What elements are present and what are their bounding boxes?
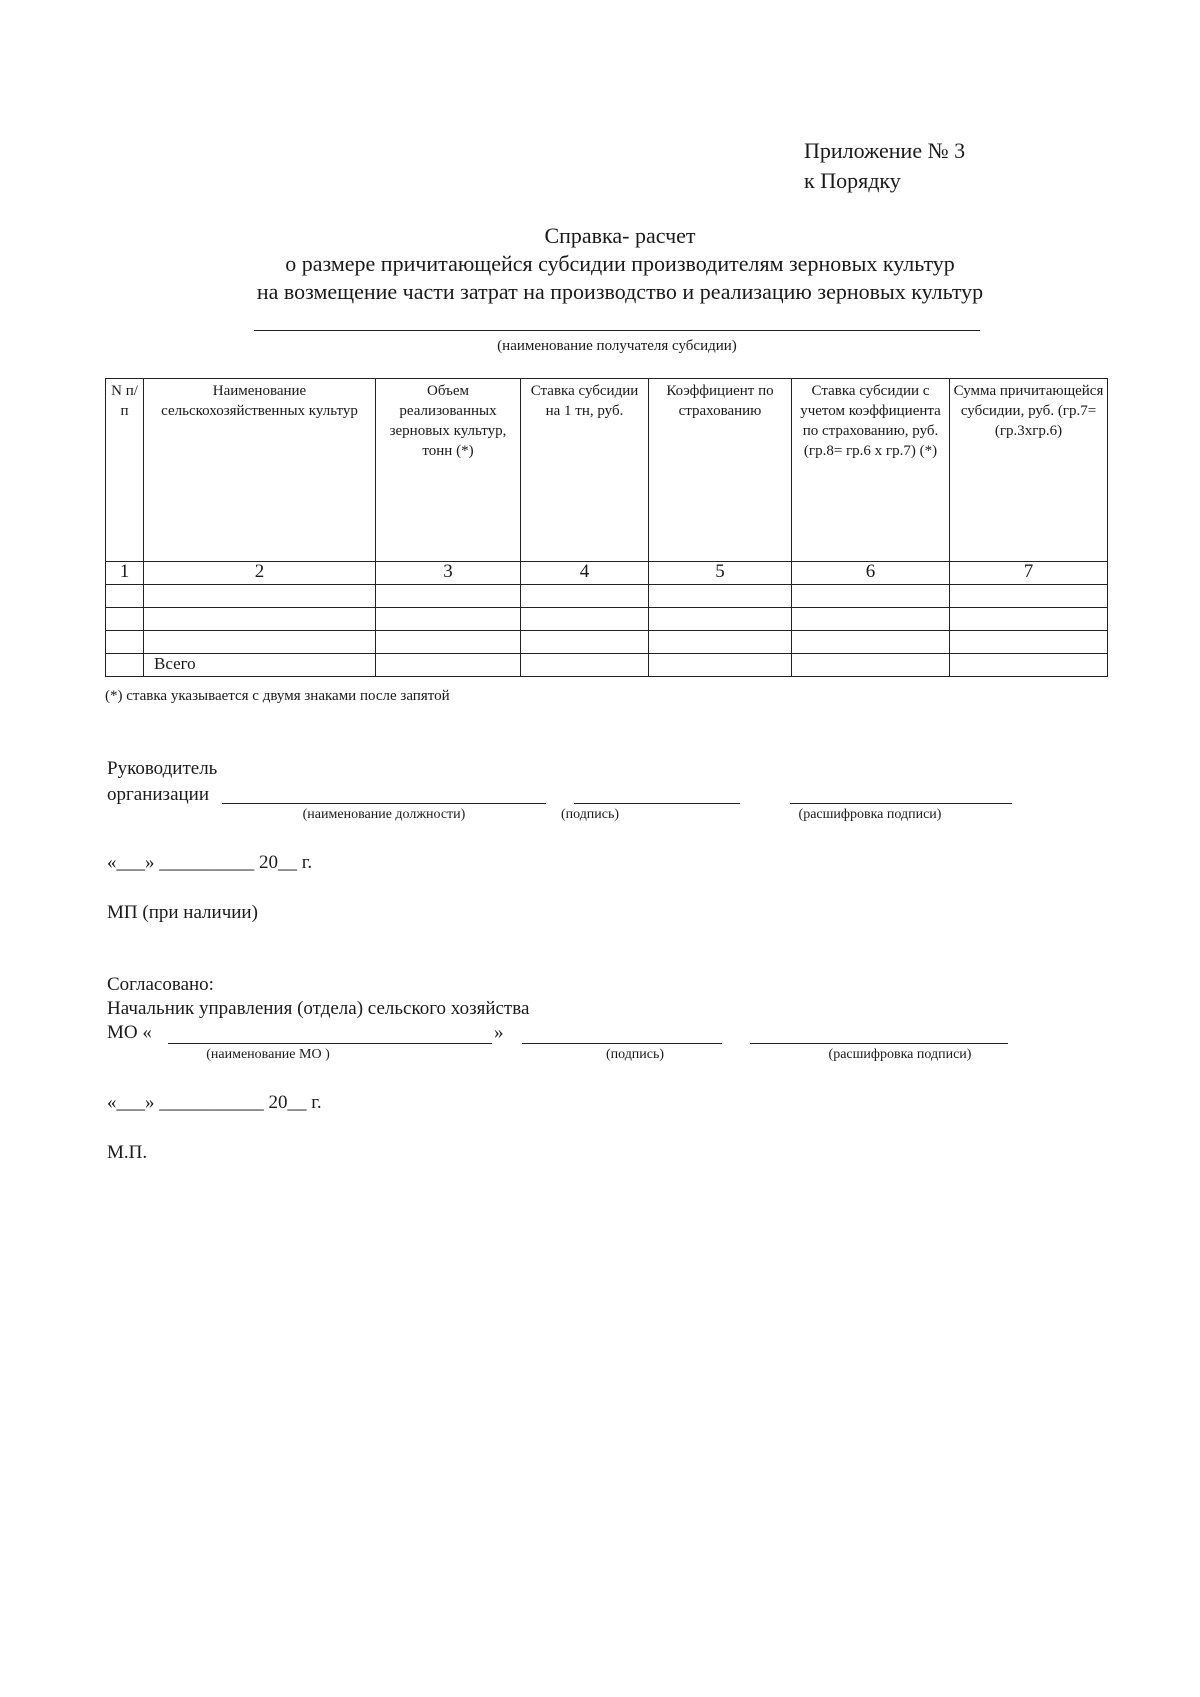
table-header-row bbox=[106, 379, 1108, 562]
table-cell[interactable] bbox=[106, 585, 144, 608]
number-cell: 1 bbox=[106, 562, 144, 585]
table-total-row bbox=[106, 654, 1108, 677]
appendix-reference: к Порядку bbox=[804, 168, 901, 193]
number-cell: 6 bbox=[792, 562, 950, 585]
table-cell[interactable] bbox=[950, 654, 1108, 677]
recipient-name-line[interactable] bbox=[254, 330, 980, 331]
table-cell[interactable] bbox=[950, 585, 1108, 608]
header-cell: Сумма причитающейся субсидии, руб. (гр.7= (гр.3хгр.6) bbox=[950, 379, 1108, 562]
table-cell[interactable] bbox=[521, 585, 649, 608]
table-cell[interactable] bbox=[649, 585, 792, 608]
table-row bbox=[106, 608, 1108, 631]
approval-signature-line[interactable] bbox=[522, 1043, 722, 1044]
number-cell: 4 bbox=[521, 562, 649, 585]
table-cell[interactable] bbox=[792, 631, 950, 654]
chief-title: Начальник управления (отдела) сельского хозяйства bbox=[107, 998, 530, 1019]
position-caption: (наименование должности) bbox=[302, 807, 466, 822]
number-cell: 5 bbox=[649, 562, 792, 585]
header-cell: Ставка субсидии на 1 тн, руб. bbox=[521, 379, 649, 562]
table-cell[interactable] bbox=[144, 631, 376, 654]
doc-title-line2: о размере причитающейся субсидии производителям зерновых культур bbox=[285, 251, 955, 276]
table-cell[interactable] bbox=[144, 585, 376, 608]
head-title-line2: организации bbox=[107, 784, 210, 805]
subsidy-table bbox=[105, 378, 1108, 677]
table-cell[interactable] bbox=[106, 654, 144, 677]
decoding-line[interactable] bbox=[790, 803, 1012, 804]
signature-line[interactable] bbox=[574, 803, 740, 804]
recipient-caption: (наименование получателя субсидии) bbox=[497, 338, 737, 354]
table-cell[interactable] bbox=[376, 631, 521, 654]
decoding-caption: (расшифровка подписи) bbox=[798, 807, 942, 822]
position-line[interactable] bbox=[222, 803, 546, 804]
header-cell: Объем реализованных зерновых культур, тонн (*) bbox=[376, 379, 521, 562]
header-cell: Коэффициент по страхованию bbox=[649, 379, 792, 562]
header-cell: N п/ п bbox=[106, 379, 144, 562]
table-cell[interactable] bbox=[144, 608, 376, 631]
table-cell[interactable] bbox=[106, 608, 144, 631]
footnote: (*) ставка указывается с двумя знаками после запятой bbox=[105, 688, 450, 704]
table-cell[interactable] bbox=[106, 631, 144, 654]
table-cell[interactable] bbox=[792, 608, 950, 631]
table-cell[interactable] bbox=[521, 654, 649, 677]
table-cell[interactable] bbox=[950, 631, 1108, 654]
head-title-line1: Руководитель bbox=[107, 758, 218, 779]
table-cell[interactable] bbox=[649, 654, 792, 677]
table-cell[interactable] bbox=[649, 631, 792, 654]
table-number-row bbox=[106, 562, 1108, 585]
appendix-label bbox=[804, 136, 965, 196]
approval-decoding-line[interactable] bbox=[750, 1043, 1008, 1044]
table-cell[interactable] bbox=[792, 585, 950, 608]
approval-stamp: М.П. bbox=[107, 1142, 148, 1163]
header-cell: Ставка субсидии с учетом коэффициента по страхованию, руб. (гр.8= гр.6 х гр.7) (*) bbox=[792, 379, 950, 562]
table-cell[interactable] bbox=[376, 608, 521, 631]
table-row bbox=[106, 631, 1108, 654]
table-cell[interactable] bbox=[521, 608, 649, 631]
doc-title-line1: Справка- расчет bbox=[544, 223, 696, 248]
mo-name-line[interactable] bbox=[168, 1043, 492, 1044]
table-cell[interactable] bbox=[649, 608, 792, 631]
table-cell[interactable] bbox=[792, 654, 950, 677]
mo-caption: (наименование МО ) bbox=[206, 1047, 330, 1062]
head-stamp: МП (при наличии) bbox=[107, 902, 258, 923]
mo-close: » bbox=[494, 1022, 504, 1043]
number-cell: 3 bbox=[376, 562, 521, 585]
agreed-label: Согласовано: bbox=[107, 974, 214, 995]
head-date[interactable]: «___» __________ 20__ г. bbox=[107, 852, 313, 873]
approval-signature-caption: (подпись) bbox=[605, 1047, 665, 1062]
table-cell[interactable] bbox=[376, 585, 521, 608]
header-cell: Наименование сельскохозяйственных культур bbox=[144, 379, 376, 562]
table-cell[interactable] bbox=[376, 654, 521, 677]
appendix-number: Приложение № 3 bbox=[804, 138, 966, 163]
approval-decoding-caption: (расшифровка подписи) bbox=[828, 1047, 972, 1062]
number-cell: 2 bbox=[144, 562, 376, 585]
doc-title-line3: на возмещение части затрат на производство и реализацию зерновых культур bbox=[256, 279, 984, 304]
number-cell: 7 bbox=[950, 562, 1108, 585]
approval-date[interactable]: «___» ___________ 20__ г. bbox=[107, 1092, 322, 1113]
table-cell[interactable] bbox=[521, 631, 649, 654]
total-label: Всего bbox=[144, 654, 376, 677]
signature-caption: (подпись) bbox=[560, 807, 620, 822]
table-cell[interactable] bbox=[950, 608, 1108, 631]
table-row bbox=[106, 585, 1108, 608]
mo-open: МО « bbox=[107, 1022, 152, 1043]
